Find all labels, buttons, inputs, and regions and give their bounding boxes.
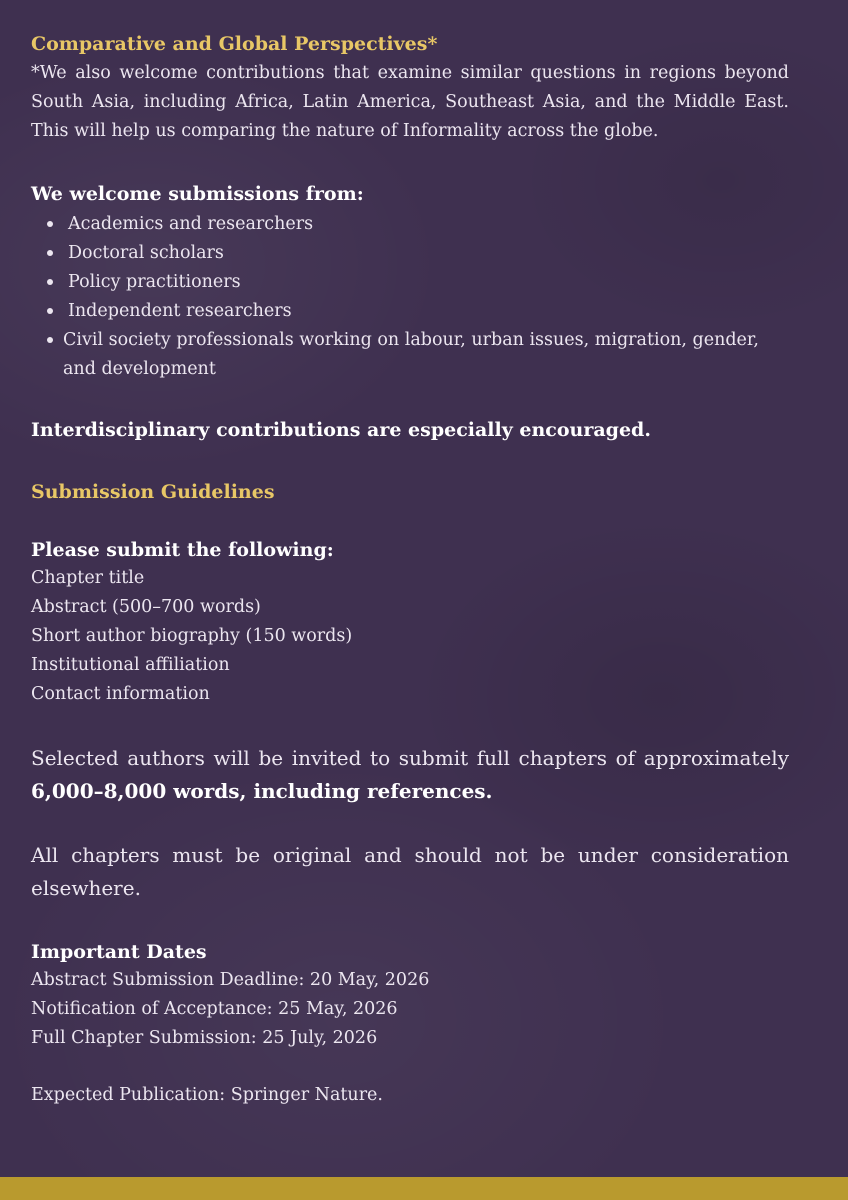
list-item: Contact information xyxy=(31,684,210,704)
list-item: Chapter title xyxy=(31,568,145,588)
footer-gold-bar xyxy=(0,1177,848,1200)
original-chapters-paragraph: All chapters must be original and should not be under consideration elsewhere. xyxy=(31,843,789,900)
important-dates-heading: Important Dates xyxy=(31,941,207,963)
document-page xyxy=(31,30,789,1110)
comparative-paragraph: *We also welcome contributions that examine similar questions in regions beyond South Asia, including Africa, Latin America, Southeast Asia, and the Middle East. This will help us comparing the nature of Informality across the globe. xyxy=(31,63,789,141)
date-item: Full Chapter Submission: 25 July, 2026 xyxy=(31,1028,378,1048)
selected-authors-paragraph xyxy=(31,742,789,808)
submissions-from-list xyxy=(31,210,789,384)
bullet-icon xyxy=(47,308,53,314)
submit-following-heading: Please submit the following: xyxy=(31,539,334,561)
list-item: Policy practitioners xyxy=(45,268,789,297)
date-item: Abstract Submission Deadline: 20 May, 2026 xyxy=(31,970,430,990)
list-item: Doctoral scholars xyxy=(45,239,789,268)
bullet-icon xyxy=(47,250,53,256)
submit-items-list xyxy=(31,564,789,709)
interdisciplinary-note: Interdisciplinary contributions are especially encouraged. xyxy=(31,419,651,441)
bullet-icon xyxy=(47,279,53,285)
bullet-icon xyxy=(47,337,53,343)
guidelines-heading: Submission Guidelines xyxy=(31,481,275,503)
selected-authors-text: Selected authors will be invited to submit full chapters of approximately xyxy=(31,746,789,770)
submissions-from-heading: We welcome submissions from: xyxy=(31,183,364,205)
list-item: Short author biography (150 words) xyxy=(31,626,353,646)
dates-list xyxy=(31,966,789,1053)
word-count-emphasis: 6,000–8,000 words, including references. xyxy=(31,779,493,803)
bullet-icon xyxy=(47,221,53,227)
date-item: Notification of Acceptance: 25 May, 2026 xyxy=(31,999,398,1019)
list-item: Institutional affiliation xyxy=(31,655,230,675)
list-item: Independent researchers xyxy=(45,297,789,326)
comparative-heading: Comparative and Global Perspectives* xyxy=(31,33,438,55)
list-item: Abstract (500–700 words) xyxy=(31,597,261,617)
list-item: Academics and researchers xyxy=(45,210,789,239)
list-item: Civil society professionals working on labour, urban issues, migration, gender, and development xyxy=(45,326,789,384)
publication-note: Expected Publication: Springer Nature. xyxy=(31,1085,383,1105)
